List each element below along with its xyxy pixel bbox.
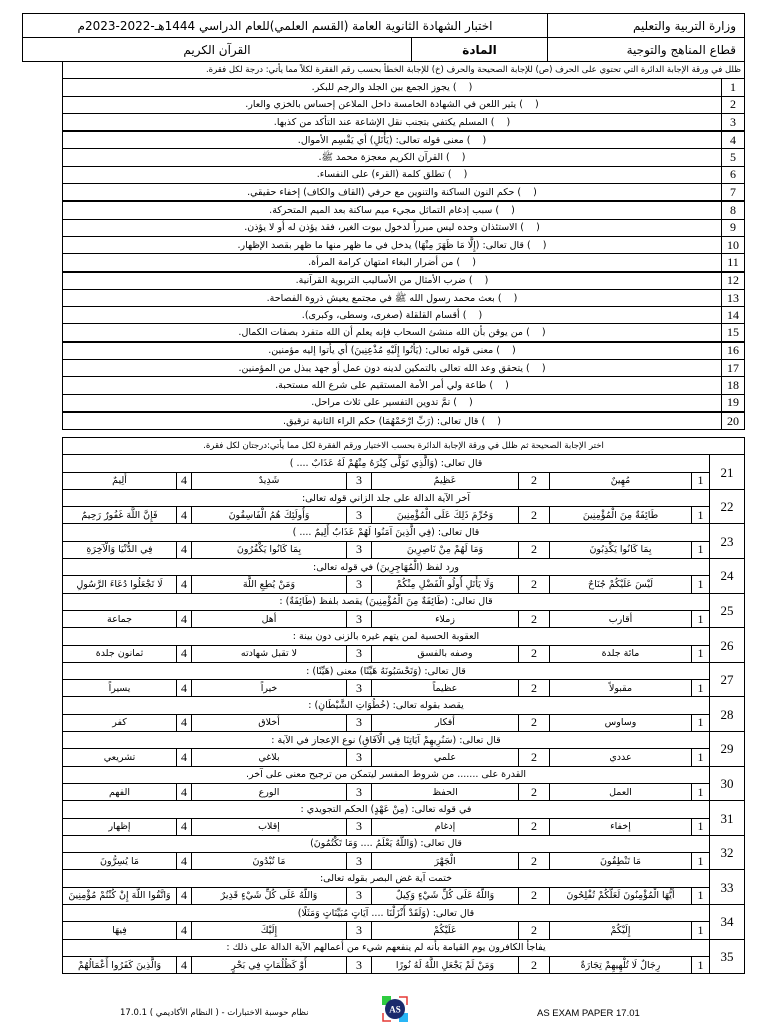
item-number: 20	[722, 412, 745, 430]
question-stem-row	[63, 593, 745, 610]
option-number: 3	[347, 853, 372, 870]
option-1[interactable]: عددي	[550, 749, 692, 766]
item-number: 15	[722, 324, 745, 342]
true-false-item	[63, 360, 745, 377]
answer-bracket: ( )	[452, 81, 473, 93]
option-1[interactable]: رِجَالٌ لَا تُلْهِيهِمْ تِجَارَةٌ	[550, 956, 692, 973]
question-stem-row	[63, 905, 745, 922]
option-3[interactable]: وَمَنْ يُطِعِ اللَّهَ	[192, 576, 347, 593]
item-text: يجوز الجمع بين الجلد والرجم للبكر.	[311, 81, 450, 93]
exam-title: اختبار الشهادة الثانوية العامة (القسم العلمي)للعام الدراسي 1444هـ-2022-2023م	[23, 14, 548, 38]
option-number: 1	[692, 680, 710, 697]
item-text: يتحقق وعد الله تعالى بالتمكين لدينه دون عمل أو جهد يبذل من المؤمنين.	[238, 362, 523, 374]
item-text: ضرب الأمثال من الأساليب التربوية القرآنية.	[295, 275, 466, 287]
answer-bracket: ( )	[468, 275, 489, 287]
item-text: تمَّ تدوين التفسير على ثلاث مراحل.	[311, 397, 451, 409]
option-number: 3	[347, 680, 372, 697]
option-number: 1	[692, 645, 710, 662]
true-false-item	[63, 96, 745, 113]
true-false-item	[63, 113, 745, 131]
option-3[interactable]: وَاللَّهُ عَلَى كُلِّ شَيْءٍ قَدِيرٌ	[192, 887, 347, 904]
question-number: 35	[710, 939, 745, 974]
answer-bracket: ( )	[446, 152, 466, 164]
item-text: حكم النون الساكنة والتنوين مع حرفي (القاف والكاف) إخفاء حقيقي.	[247, 186, 515, 198]
item-number: 19	[722, 394, 745, 412]
question-stem: ورد لفظ (الْمُهَاجِرِينَ) في قوله تعالى:	[63, 559, 710, 576]
item-statement	[63, 236, 722, 253]
item-number: 16	[722, 342, 745, 360]
option-number: 1	[692, 783, 710, 800]
question-stem-row	[63, 766, 745, 783]
item-statement	[63, 149, 722, 166]
option-number: 2	[519, 541, 550, 558]
item-number: 11	[722, 254, 745, 272]
question-stem-row	[63, 524, 745, 541]
item-statement	[63, 254, 722, 272]
option-4[interactable]: جماعة	[63, 610, 177, 627]
true-false-item	[63, 79, 745, 96]
option-3[interactable]: أهل	[192, 610, 347, 627]
answer-bracket: ( )	[466, 134, 487, 146]
option-number: 3	[347, 610, 372, 627]
option-number: 4	[177, 507, 192, 524]
option-3[interactable]: إِلَيْكَ	[192, 922, 347, 939]
true-false-item	[63, 394, 745, 412]
option-number: 3	[347, 749, 372, 766]
subject-label: المادة	[412, 38, 548, 62]
part1-instruction: ظلل في ورقة الإجابة الدائرة التي تحتوي على الحرف (ص) للإجابة الصحيحة والحرف (خ) للإجابة الخطأ بحسب رقم الفقرة لكلاً مما يأتي: درجة لكل فقرة.	[63, 62, 745, 79]
question-stem-row	[63, 870, 745, 887]
option-number: 2	[519, 853, 550, 870]
answer-bracket: ( )	[517, 186, 537, 198]
option-number: 3	[347, 956, 372, 973]
option-number: 1	[692, 922, 710, 939]
question-stem: قال تعالى: (طَائِفَةٌ مِنَ الْمُؤْمِنِينَ) يقصد بلفظ (طَائِفَةٌ) :	[63, 593, 710, 610]
question-options-row	[63, 818, 745, 835]
item-statement	[63, 289, 722, 306]
question-stem: قال تعالى: (وَاللَّهُ يَعْلَمُ .... وَمَا تَكْتُمُونَ)	[63, 835, 710, 852]
as-logo-icon	[382, 996, 408, 1022]
option-number: 2	[519, 818, 550, 835]
question-stem-row	[63, 835, 745, 852]
option-1[interactable]: مائة جلدة	[550, 645, 692, 662]
option-number: 3	[347, 818, 372, 835]
option-number: 4	[177, 576, 192, 593]
subject-name: القرآن الكريم	[23, 38, 412, 62]
option-number: 1	[692, 853, 710, 870]
true-false-item	[63, 324, 745, 342]
item-text: معنى قوله تعالى: (يَأْتُوا إِلَيْهِ مُذْعِنِينَ) أي يأتوا إليه مؤمنين.	[268, 345, 494, 357]
option-number: 4	[177, 818, 192, 835]
option-number: 3	[347, 645, 372, 662]
item-text: أقسام القلقلة (صغرى، وسطى، وكبرى).	[301, 309, 460, 321]
option-1[interactable]: طَائِفَةٌ مِنَ الْمُؤْمِنِينَ	[550, 507, 692, 524]
item-text: من أضرار البغاء امتهان كرامة المرأة.	[308, 256, 454, 268]
option-1[interactable]: أقارب	[550, 610, 692, 627]
question-options-row	[63, 680, 745, 697]
question-stem: يفاجأ الكافرون يوم القيامة بأنه لم ينفعهم شيء من أعمالهم الآية الدالة على ذلك :	[63, 939, 710, 956]
true-false-item	[63, 166, 745, 183]
question-options-row	[63, 714, 745, 731]
answer-bracket: ( )	[447, 169, 468, 181]
question-stem-row	[63, 732, 745, 749]
item-number: 9	[722, 219, 745, 236]
question-stem-row	[63, 697, 745, 714]
question-number: 34	[710, 905, 745, 940]
system-version-text: نظام حوسبة الاختبارات - ( النظام الأكاديمي ) 17.0.1	[120, 1008, 309, 1018]
item-statement	[63, 272, 722, 290]
option-4[interactable]: لَا تَجْعَلُوا دُعَاءَ الرَّسُولِ	[63, 576, 177, 593]
option-2[interactable]: عظيماً	[372, 680, 519, 697]
true-false-item	[63, 149, 745, 166]
option-2[interactable]: علمي	[372, 749, 519, 766]
item-statement	[63, 79, 722, 96]
option-number: 3	[347, 576, 372, 593]
option-number: 2	[519, 956, 550, 973]
question-options-row	[63, 853, 745, 870]
question-stem-row	[63, 628, 745, 645]
option-number: 2	[519, 680, 550, 697]
question-stem: القدرة على ....... من شروط المفسر ليتمكن من ترجيح معنى على آخر.	[63, 766, 710, 783]
true-false-item	[63, 236, 745, 253]
option-number: 4	[177, 922, 192, 939]
question-stem: العقوبة الحسية لمن يتهم غيره بالزنى دون بينة :	[63, 628, 710, 645]
true-false-item	[63, 272, 745, 290]
option-number: 3	[347, 922, 372, 939]
option-3[interactable]: وَأُولَئِكَ هُمُ الْفَاسِقُونَ	[192, 507, 347, 524]
part1-table	[62, 61, 745, 430]
option-2[interactable]: عَظِيمٌ	[372, 472, 519, 489]
option-number: 2	[519, 783, 550, 800]
true-false-item	[63, 412, 745, 430]
footer	[0, 996, 768, 1024]
item-statement	[63, 394, 722, 412]
option-3[interactable]: بلاغي	[192, 749, 347, 766]
answer-bracket: ( )	[497, 292, 518, 304]
question-number: 24	[710, 559, 745, 594]
question-options-row	[63, 472, 745, 489]
item-number: 4	[722, 131, 745, 149]
item-number: 2	[722, 96, 745, 113]
option-3[interactable]: شَدِيدٌ	[192, 472, 347, 489]
option-1[interactable]: العمل	[550, 783, 692, 800]
question-number: 30	[710, 766, 745, 801]
option-number: 1	[692, 507, 710, 524]
item-number: 3	[722, 113, 745, 131]
option-number: 1	[692, 749, 710, 766]
answer-bracket: ( )	[526, 327, 546, 339]
option-4[interactable]: أَلِيمٌ	[63, 472, 177, 489]
item-statement	[63, 184, 722, 202]
item-number: 18	[722, 377, 745, 394]
option-number: 2	[519, 645, 550, 662]
option-number: 2	[519, 472, 550, 489]
option-number: 4	[177, 645, 192, 662]
option-number: 3	[347, 472, 372, 489]
item-statement	[63, 307, 722, 324]
item-text: سبب إدغام التماثل مجيء ميم ساكنة بعد الميم المتحركة.	[269, 205, 493, 217]
option-4[interactable]: الفهم	[63, 783, 177, 800]
option-number: 3	[347, 887, 372, 904]
option-number: 2	[519, 714, 550, 731]
svg-text:AS: AS	[389, 1004, 401, 1015]
answer-bracket: ( )	[490, 116, 511, 128]
question-stem: قال تعالى: (سَنُرِيهِمْ آيَاتِنَا فِي الْآفَاقِ) نوع الإعجاز في الآية :	[63, 732, 710, 749]
sector-name: قطاع المناهج والتوجية	[548, 38, 745, 62]
item-number: 14	[722, 307, 745, 324]
option-1[interactable]: وساوس	[550, 714, 692, 731]
part2-instruction: اختر الإجابة الصحيحة ثم ظلل في ورقة الإجابة الدائرة بحسب الاختيار ورقم الفقرة لكل مما يأتي:درجتان لكل فقرة.	[63, 438, 745, 455]
option-number: 2	[519, 576, 550, 593]
question-options-row	[63, 783, 745, 800]
answer-bracket: ( )	[520, 222, 540, 234]
question-options-row	[63, 610, 745, 627]
option-number: 4	[177, 610, 192, 627]
question-stem-row	[63, 559, 745, 576]
option-2[interactable]: إدغام	[372, 818, 519, 835]
option-4[interactable]: فِيهَا	[63, 922, 177, 939]
option-number: 2	[519, 749, 550, 766]
answer-bracket: ( )	[456, 256, 476, 268]
question-stem: قال تعالى: (وَالَّذِي تَوَلَّى كِبْرَهُ مِنْهُمْ لَهُ عَذَابٌ .... )	[63, 455, 710, 472]
option-1[interactable]: أَيُّهَا الْمُؤْمِنُونَ لَعَلَّكُمْ تُفْلِحُونَ	[550, 887, 692, 904]
answer-bracket: ( )	[495, 205, 515, 217]
question-number: 28	[710, 697, 745, 732]
true-false-item	[63, 377, 745, 394]
true-false-item	[63, 219, 745, 236]
answer-bracket: ( )	[489, 379, 509, 391]
question-number: 26	[710, 628, 745, 663]
option-number: 1	[692, 818, 710, 835]
option-number: 4	[177, 783, 192, 800]
option-1[interactable]: إخفاء	[550, 818, 692, 835]
option-number: 4	[177, 749, 192, 766]
answer-bracket: ( )	[462, 309, 483, 321]
question-options-row	[63, 507, 745, 524]
option-4[interactable]: كفر	[63, 714, 177, 731]
item-statement	[63, 324, 722, 342]
option-2[interactable]: الحفظ	[372, 783, 519, 800]
item-statement	[63, 377, 722, 394]
question-stem-row	[63, 455, 745, 472]
item-text: من يوقن بأن الله منشئ السحاب فإنه يعلم أن الله متفرد بصفات الكمال.	[238, 327, 524, 339]
question-number: 21	[710, 455, 745, 490]
item-statement	[63, 412, 722, 430]
item-statement	[63, 219, 722, 236]
header-table	[22, 13, 745, 62]
question-options-row	[63, 749, 745, 766]
answer-bracket: ( )	[526, 362, 546, 374]
true-false-item	[63, 201, 745, 219]
question-options-row	[63, 922, 745, 939]
item-text: قال تعالى: (رَبِّ ارْحَمْهُمَا) حكم الراء الثانية ترقيق.	[283, 415, 479, 427]
option-4[interactable]: وَالَّذِينَ كَفَرُوا أَعْمَالُهُمْ	[63, 956, 177, 973]
item-statement	[63, 342, 722, 360]
option-number: 1	[692, 576, 710, 593]
option-number: 4	[177, 472, 192, 489]
item-text: معنى قوله تعالى: (يَأْتَلِ) أي يَقْسِم الأموال.	[297, 134, 464, 146]
question-options-row	[63, 541, 745, 558]
question-options-row	[63, 576, 745, 593]
option-3[interactable]: إقلاب	[192, 818, 347, 835]
true-false-item	[63, 342, 745, 360]
option-2[interactable]: وَلَا يَأْتَلِ أُولُو الْفَضْلِ مِنْكُمْ	[372, 576, 519, 593]
item-statement	[63, 96, 722, 113]
ministry-name: وزارة التربية والتعليم	[548, 14, 745, 38]
true-false-item	[63, 184, 745, 202]
option-3[interactable]: خيراً	[192, 680, 347, 697]
option-2[interactable]: أفكار	[372, 714, 519, 731]
answer-bracket: ( )	[519, 99, 539, 111]
option-1[interactable]: مقبولاً	[550, 680, 692, 697]
item-number: 13	[722, 289, 745, 306]
option-number: 1	[692, 956, 710, 973]
option-1[interactable]: بِمَا كَانُوا يَكْذِبُونَ	[550, 541, 692, 558]
option-number: 4	[177, 956, 192, 973]
answer-bracket: ( )	[453, 397, 473, 409]
option-number: 2	[519, 922, 550, 939]
question-options-row	[63, 887, 745, 904]
option-number: 2	[519, 887, 550, 904]
item-statement	[63, 166, 722, 183]
question-number: 29	[710, 732, 745, 767]
option-number: 3	[347, 507, 372, 524]
question-stem-row	[63, 801, 745, 818]
product-version-text: AS EXAM PAPER 17.01	[537, 1008, 640, 1019]
option-number: 1	[692, 472, 710, 489]
option-4[interactable]: فَإِنَّ اللَّهَ غَفُورٌ رَحِيمٌ	[63, 507, 177, 524]
question-stem: يقصد بقوله تعالى: (خُطُوَاتِ الشَّيْطَانِ) :	[63, 697, 710, 714]
option-3[interactable]: الورع	[192, 783, 347, 800]
option-number: 2	[519, 507, 550, 524]
option-4[interactable]: مَا يُسِرُّونَ	[63, 853, 177, 870]
option-number: 3	[347, 783, 372, 800]
question-stem-row	[63, 939, 745, 956]
option-2[interactable]: وصفه بالفسق	[372, 645, 519, 662]
item-text: الاستئذان وحده ليس مبرراً لدخول بيوت الغير، فقد يؤذن له أو لا يؤذن.	[244, 222, 518, 234]
question-stem-row	[63, 662, 745, 679]
question-number: 32	[710, 835, 745, 870]
option-3[interactable]: أَوْ كَظُلُمَاتٍ فِي بَحْرٍ	[192, 956, 347, 973]
answer-bracket: ( )	[481, 415, 501, 427]
option-4[interactable]: وَاتَّقُوا اللَّهَ إِنْ كُنْتُمْ مُؤْمِنِينَ	[63, 887, 177, 904]
option-2[interactable]: زملاء	[372, 610, 519, 627]
option-4[interactable]: تشريعي	[63, 749, 177, 766]
option-1[interactable]: مَا تَنْطِقُونَ	[550, 853, 692, 870]
item-statement	[63, 360, 722, 377]
item-text: تطلق كلمة (القرء) على النفساء.	[316, 169, 445, 181]
option-number: 1	[692, 541, 710, 558]
option-1[interactable]: لَيْسَ عَلَيْكُمْ جُنَاحٌ	[550, 576, 692, 593]
option-4[interactable]: ثمانون جلدة	[63, 645, 177, 662]
option-3[interactable]: لا تقبل شهادته	[192, 645, 347, 662]
option-number: 4	[177, 680, 192, 697]
item-number: 7	[722, 184, 745, 202]
option-2[interactable]: وَمَنْ لَمْ يَجْعَلِ اللَّهُ لَهُ نُورًا	[372, 956, 519, 973]
question-number: 27	[710, 662, 745, 697]
question-options-row	[63, 956, 745, 973]
option-2[interactable]: عَلَيْكُمْ	[372, 922, 519, 939]
option-number: 1	[692, 610, 710, 627]
option-number: 1	[692, 887, 710, 904]
item-text: قال تعالى: (إِلَّا مَا ظَهَرَ مِنْهَا) يدخل في ما ظهر منها ما ظهر بقصد الإظهار.	[237, 239, 524, 251]
question-stem: قال تعالى: (وَتَحْسَبُونَهُ هَيِّنًا) معنى (هَيِّنًا) :	[63, 662, 710, 679]
item-text: بعث محمد رسول الله ﷺ في مجتمع يعيش ذروة الفصاحة.	[266, 292, 495, 304]
question-stem: قال تعالى: (وَلَقَدْ أَنْزَلْنَا .... آيَاتٍ مُبَيِّنَاتٍ وَمَثَلًا)	[63, 905, 710, 922]
item-number: 12	[722, 272, 745, 290]
part2-table	[62, 437, 745, 974]
option-number: 3	[347, 714, 372, 731]
option-1[interactable]: مُهِينٌ	[550, 472, 692, 489]
answer-bracket: ( )	[496, 345, 516, 357]
question-stem: آخر الآية الدالة على جلد الزاني قوله تعالى:	[63, 489, 710, 506]
option-2[interactable]: وَحُرِّمَ ذَلِكَ عَلَى الْمُؤْمِنِينَ	[372, 507, 519, 524]
option-2[interactable]: وَمَا لَهُمْ مِنْ نَاصِرِينَ	[372, 541, 519, 558]
item-text: المسلم يكتفي بتجنب نقل الإشاعة عند التأكد من كذبها.	[273, 116, 488, 128]
option-3[interactable]: أخلاق	[192, 714, 347, 731]
option-2[interactable]: وَاللَّهُ عَلَى كُلِّ شَيْءٍ وَكِيلٌ	[372, 887, 519, 904]
question-number: 22	[710, 489, 745, 524]
true-false-item	[63, 307, 745, 324]
true-false-item	[63, 254, 745, 272]
option-1[interactable]: إِلَيْكُمْ	[550, 922, 692, 939]
question-stem: في قوله تعالى: (مِنْ عَهْدٍ) الحكم التجويدي :	[63, 801, 710, 818]
option-4[interactable]: فِي الدُّنْيَا وَالْآخِرَةِ	[63, 541, 177, 558]
question-number: 23	[710, 524, 745, 559]
question-stem: ختمت آية غض البصر بقوله تعالى:	[63, 870, 710, 887]
item-number: 1	[722, 79, 745, 96]
question-stem-row	[63, 489, 745, 506]
item-number: 8	[722, 201, 745, 219]
question-number: 31	[710, 801, 745, 836]
item-number: 10	[722, 236, 745, 253]
option-number: 1	[692, 714, 710, 731]
option-number: 4	[177, 541, 192, 558]
question-stem: قال تعالى: (فِي الَّذِينَ آمَنُوا لَهُمْ عَذَابٌ أَلِيمٌ .... )	[63, 524, 710, 541]
option-number: 4	[177, 853, 192, 870]
question-options-row	[63, 645, 745, 662]
true-false-item	[63, 131, 745, 149]
item-number: 17	[722, 360, 745, 377]
option-number: 4	[177, 714, 192, 731]
question-number: 33	[710, 870, 745, 905]
item-statement	[63, 131, 722, 149]
item-text: يثير اللعن في الشهادة الخامسة داخل الملاعن إحساس بالخزي والعار.	[245, 99, 517, 111]
answer-bracket: ( )	[527, 239, 547, 251]
option-4[interactable]: إظهار	[63, 818, 177, 835]
option-3[interactable]: مَا تُبْدُونَ	[192, 853, 347, 870]
true-false-item	[63, 289, 745, 306]
item-statement	[63, 113, 722, 131]
item-number: 6	[722, 166, 745, 183]
option-2[interactable]: الْجَهْرَ	[372, 853, 519, 870]
item-statement	[63, 201, 722, 219]
item-text: طاعة ولي أمر الأمة المستقيم على شرع الله مستحبة.	[275, 379, 487, 391]
item-text: القرآن الكريم معجزة محمد ﷺ.	[318, 152, 443, 164]
option-number: 3	[347, 541, 372, 558]
option-number: 2	[519, 610, 550, 627]
option-3[interactable]: بِمَا كَانُوا يَكْفُرُونَ	[192, 541, 347, 558]
option-4[interactable]: يسيراً	[63, 680, 177, 697]
option-number: 4	[177, 887, 192, 904]
item-number: 5	[722, 149, 745, 166]
question-number: 25	[710, 593, 745, 628]
